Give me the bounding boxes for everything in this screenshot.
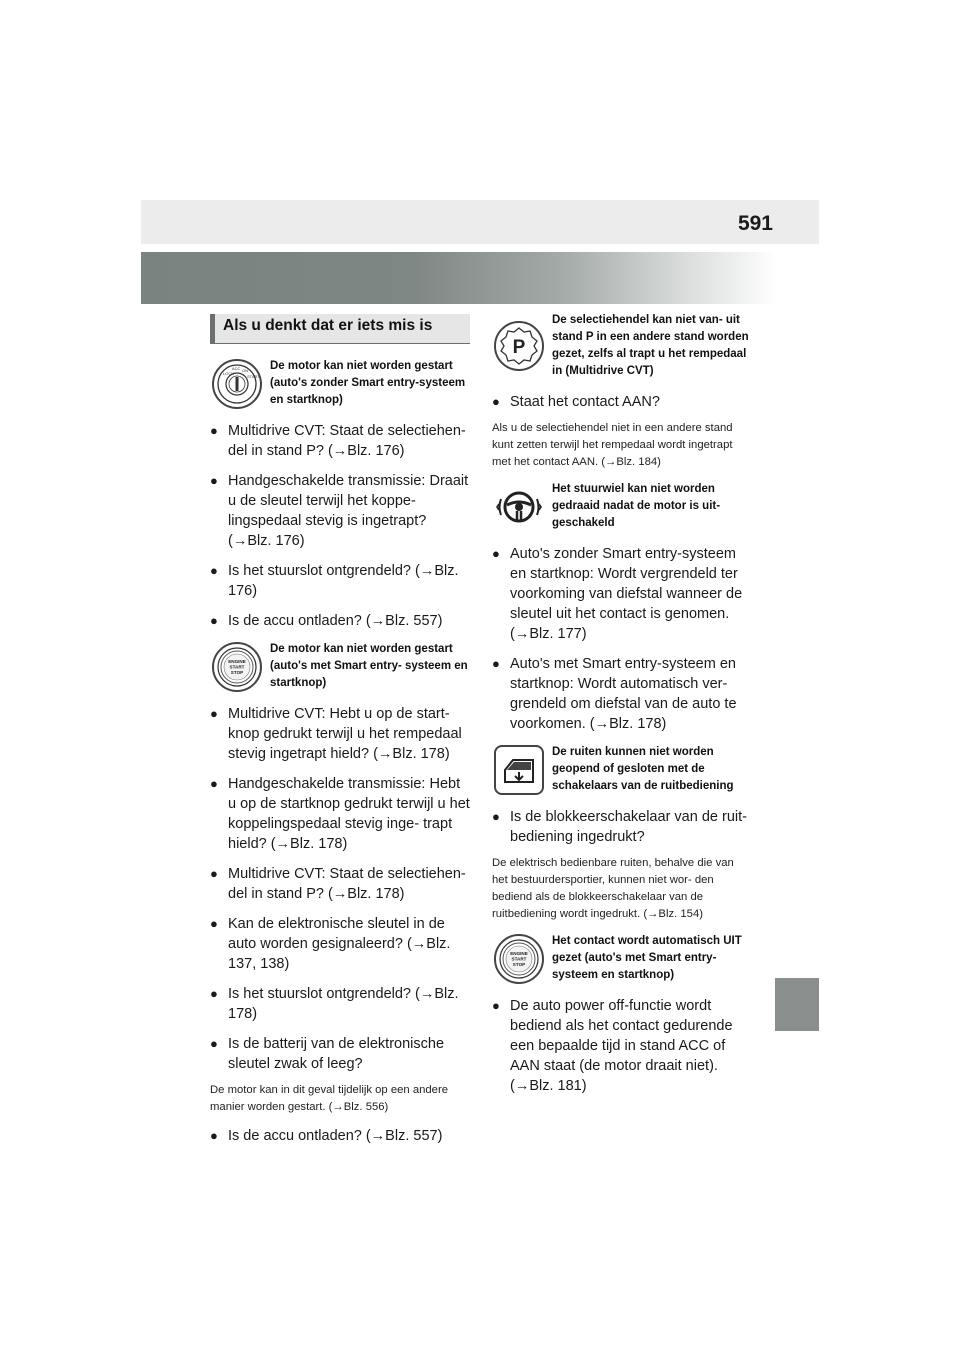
topic-shift-lever: [492, 312, 752, 380]
bullet-item: ● Is het stuurslot ontgrendeld? (→Blz. 178): [210, 986, 459, 1022]
ignition-label-on: ON: [242, 367, 248, 373]
bullet-item: ● Handgeschakelde transmissie: Draait u de sleutel terwijl het koppe- lingspedaal stevig is ingetrapt? (→Blz. 176): [210, 473, 469, 549]
note-text: Als u de selectiehendel niet in een andere stand kunt zetten terwijl het rempedaal wordt ingetrapt met het contact AAN. (→Blz. 184): [492, 422, 733, 468]
section-title: Als u denkt dat er iets mis is: [210, 314, 470, 344]
bullet-item: ● Is de accu ontladen? (→Blz. 557): [210, 1128, 443, 1144]
ignition-key-icon: [212, 359, 262, 409]
bullet-item: ● Kan de elektronische sleutel in de auto worden gesignaleerd? (→Blz. 137, 138): [210, 916, 451, 972]
bullet-item: ● Is de batterij van de elektronische sleutel zwak of leeg?: [210, 1036, 445, 1072]
bullet-item: ● Handgeschakelde transmissie: Hebt u op de startknop gedrukt terwijl u het koppelingspedaal stevig inge- trapt hield? (→Blz. 178): [210, 776, 470, 852]
topic-title: Het contact wordt automatisch UIT gezet (auto's met Smart entry-systeem en startknop): [552, 935, 742, 981]
bullet-item: ● Multidrive CVT: Hebt u op de start- knop gedrukt terwijl u het rempedaal stevig ingetrapt hield? (→Blz. 178): [210, 706, 462, 762]
topic-engine-no-start-smart: [210, 641, 470, 692]
topic-engine-no-start-key: [210, 358, 470, 409]
bullet-item: ● Is het stuurslot ontgrendeld? (→Blz. 176): [210, 563, 459, 599]
topic-auto-power-off: [492, 933, 752, 984]
topic-title: De motor kan niet worden gestart (auto's met Smart entry- systeem en startknop): [270, 643, 468, 689]
engine-label: ENGINE: [510, 950, 528, 956]
engine-start-stop-icon: [494, 934, 544, 984]
header-bar: [141, 200, 819, 244]
page-number: 591: [737, 212, 773, 235]
bullet-item: ● Auto's zonder Smart entry-systeem en startknop: Wordt vergrendeld ter voorkoming van diefstal wanneer de sleutel uit het contact is genomen. (→Blz. 177): [492, 546, 743, 642]
start-label: START: [229, 664, 245, 669]
note-text: De elektrisch bedienbare ruiten, behalve die van het bestuurdersportier, kunnen niet wor- den bediend als de blokkeerschakelaar van de ruitbediening wordt ingedrukt. (→Blz. 154): [492, 857, 734, 920]
engine-start-stop-icon: [212, 642, 262, 692]
start-label: START: [511, 956, 527, 961]
chapter-banner: [141, 252, 819, 304]
parking-p-icon: [494, 321, 544, 371]
parking-label: P: [512, 337, 526, 358]
steering-lock-icon: [494, 482, 544, 532]
engine-label: ENGINE: [228, 658, 246, 664]
ignition-label-acc: ACC: [232, 365, 241, 371]
left-column: [210, 314, 470, 1156]
topic-title: De selectiehendel kan niet van- uit stand P in een andere stand worden gezet, zelfs al trapt u het rempedaal in (Multidrive CVT): [552, 314, 749, 377]
bullet-item: ● De auto power off-functie wordt bediend als het contact gedurende een bepaalde tijd in stand ACC of AAN staat (de motor draait niet). (→Blz. 181): [492, 998, 733, 1094]
note-text: De motor kan in dit geval tijdelijk op een andere manier worden gestart. (→Blz. 556): [210, 1084, 449, 1113]
stop-label: STOP: [230, 669, 244, 675]
power-window-icon: [494, 745, 544, 795]
topic-title: De ruiten kunnen niet worden geopend of gesloten met de schakelaars van de ruitbediening: [552, 746, 734, 792]
bullet-item: ● Multidrive CVT: Staat de selectiehen- del in stand P? (→Blz. 176): [210, 423, 466, 459]
topic-steering-wheel: [492, 481, 752, 532]
right-column: [492, 308, 752, 1106]
bullet-item: ● Is de blokkeerschakelaar van de ruit- bediening ingedrukt?: [492, 809, 747, 845]
stop-label: STOP: [512, 961, 526, 967]
topic-title: De motor kan niet worden gestart (auto's zonder Smart entry-systeem en startknop): [270, 360, 466, 406]
bullet-item: ● Staat het contact AAN?: [492, 394, 660, 410]
topic-power-window: [492, 744, 752, 795]
ignition-label-start: START: [247, 373, 260, 379]
topic-title: Het stuurwiel kan niet worden gedraaid nadat de motor is uit- geschakeld: [552, 483, 721, 529]
chapter-tab: [775, 978, 819, 1031]
bullet-item: ● Multidrive CVT: Staat de selectiehen- del in stand P? (→Blz. 178): [210, 866, 466, 902]
bullet-item: ● Is de accu ontladen? (→Blz. 557): [210, 613, 443, 629]
bullet-item: ● Auto's met Smart entry-systeem en startknop: Wordt automatisch ver- grendeld om diefstal van de auto te voorkomen. (→Blz. 178): [492, 656, 737, 732]
ignition-label-lock: LOCK: [223, 370, 234, 376]
